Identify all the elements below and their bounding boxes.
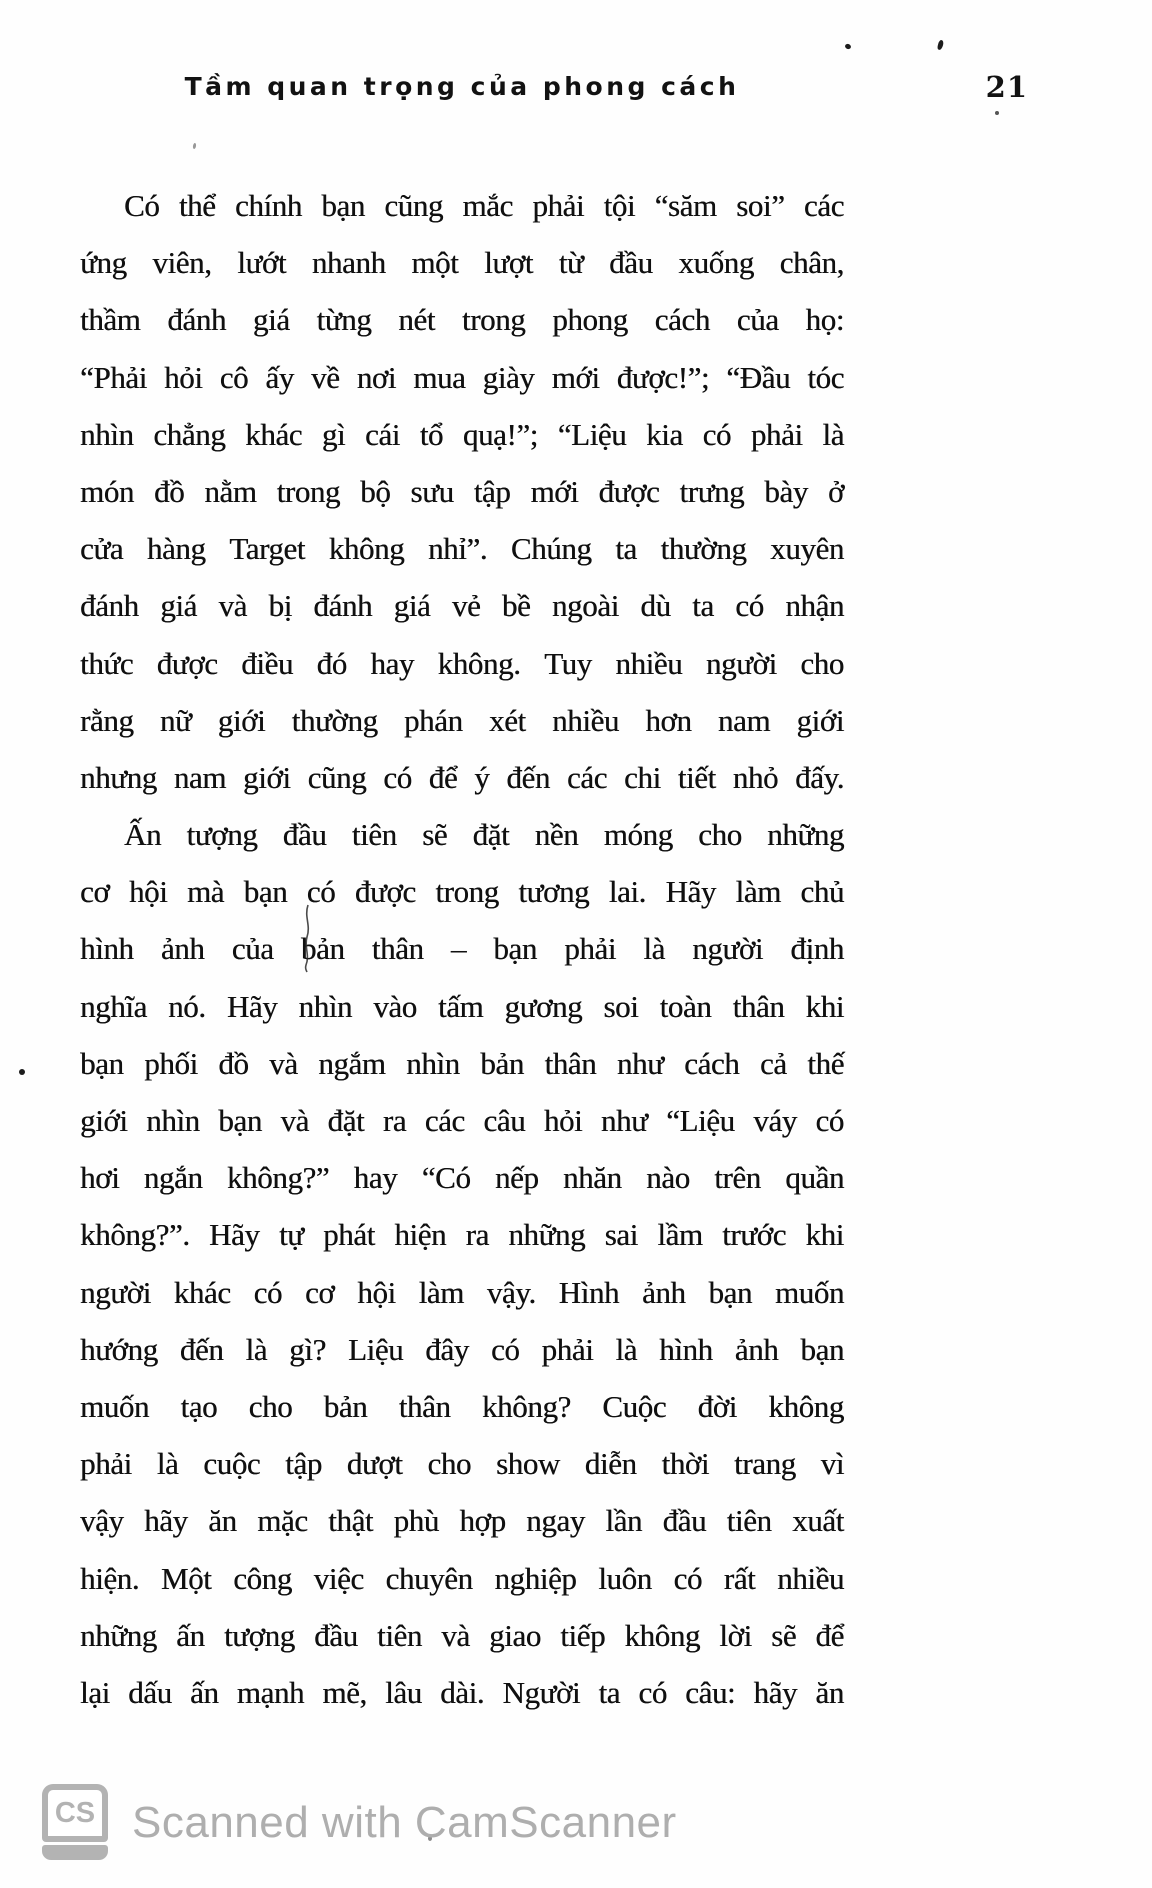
text-line: thầm đánh giá từng nét trong phong cách của họ: — [80, 302, 844, 338]
text-line: hướng đến là gì? Liệu đây có phải là hình ảnh bạn — [80, 1331, 844, 1367]
paragraph — [80, 188, 844, 817]
text-line: đánh giá và bị đánh giá vẻ bề ngoài dù ta có nhận — [80, 588, 844, 624]
page-number: 21 — [985, 70, 1028, 104]
scan-speck — [19, 1069, 25, 1075]
text-line: nghĩa nó. Hãy nhìn vào tấm gương soi toàn thân khi — [80, 988, 844, 1024]
text-line: ứng viên, lướt nhanh một lượt từ đầu xuống chân, — [80, 245, 844, 281]
paragraph — [80, 817, 844, 1732]
camscanner-logo-icon — [42, 1784, 108, 1862]
camscanner-logo-text: CS — [42, 1784, 108, 1842]
text-line: bạn phối đồ và ngắm nhìn bản thân như cách cả thế — [80, 1045, 844, 1081]
text-line: muốn tạo cho bản thân không? Cuộc đời không — [80, 1388, 844, 1424]
text-line: Có thể chính bạn cũng mắc phải tội “săm soi” các — [124, 188, 844, 223]
camscanner-logo-base — [42, 1845, 108, 1860]
scan-speck — [844, 43, 851, 50]
text-line: Ấn tượng đầu tiên sẽ đặt nền móng cho những — [124, 817, 844, 853]
text-line: “Phải hỏi cô ấy về nơi mua giày mới được!”; “Đầu tóc — [80, 359, 844, 395]
text-line: không?”. Hãy tự phát hiện ra những sai lầm trước khi — [80, 1217, 844, 1253]
text-line: cửa hàng Target không nhỉ”. Chúng ta thường xuyên — [80, 531, 844, 567]
text-line: thức được điều đó hay không. Tuy nhiều người cho — [80, 645, 844, 681]
scan-speck — [995, 111, 999, 115]
camscanner-label: Scanned with CamScanner — [132, 1798, 677, 1847]
text-line: nhưng nam giới cũng có để ý đến các chi tiết nhỏ đấy. — [80, 759, 844, 795]
text-line: cơ hội mà bạn có được trong tương lai. Hãy làm chủ — [80, 874, 844, 910]
text-line: hiện. Một công việc chuyên nghiệp luôn có rất nhiều — [80, 1560, 844, 1596]
text-line: hơi ngắn không?” hay “Có nếp nhăn nào trên quần — [80, 1160, 844, 1196]
scan-speck — [937, 40, 944, 51]
running-head-title: Tầm quan trọng của phong cách — [184, 72, 740, 101]
text-line: nhìn chẳng khác gì cái tổ quạ!”; “Liệu kia có phải là — [80, 416, 844, 452]
text-line: món đồ nằm trong bộ sưu tập mới được trưng bày ở — [80, 473, 844, 509]
text-line: người khác có cơ hội làm vậy. Hình ảnh bạn muốn — [80, 1274, 844, 1310]
scan-hair-artifact — [297, 903, 317, 973]
scan-speck — [193, 143, 197, 149]
camscanner-footer — [42, 1784, 677, 1862]
text-line: lại dấu ấn mạnh mẽ, lâu dài. Người ta có câu: hãy ăn — [80, 1674, 844, 1710]
text-line: rằng nữ giới thường phán xét nhiều hơn nam giới — [80, 702, 844, 738]
body-text — [80, 188, 844, 1732]
text-line: hình ảnh của bản thân – bạn phải là người định — [80, 931, 844, 967]
text-line: phải là cuộc tập dượt cho show diễn thời trang vì — [80, 1446, 844, 1482]
text-line: giới nhìn bạn và đặt ra các câu hỏi như “Liệu váy có — [80, 1103, 844, 1138]
text-line: những ấn tượng đầu tiên và giao tiếp không lời sẽ để — [80, 1617, 844, 1653]
text-line: vậy hãy ăn mặc thật phù hợp ngay lần đầu tiên xuất — [80, 1503, 844, 1539]
